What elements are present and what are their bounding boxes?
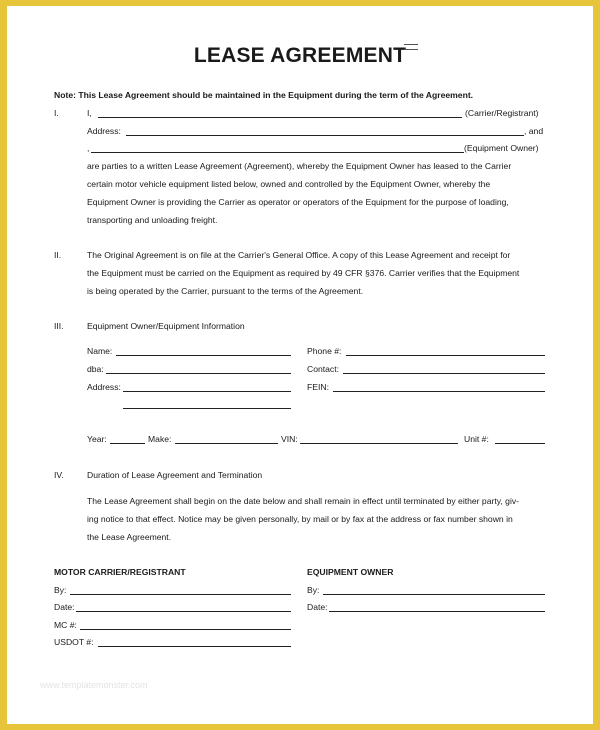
owner-signature-heading: EQUIPMENT OWNER (307, 567, 394, 577)
fein-label: FEIN: (307, 382, 329, 392)
and-label: , and (524, 126, 544, 136)
note-text: Note: This Lease Agreement should be maintained in the Equipment during the term of the Agreement. (54, 90, 474, 100)
owner-address-label: Address: (87, 382, 121, 392)
make-label: Make: (148, 434, 172, 444)
carrier-date-label: Date: (54, 602, 75, 612)
section-4-text: ing notice to that effect. Notice may be given personally, by mail or by fax at the address or fax number shown in (87, 514, 513, 524)
owner-by-label: By: (307, 585, 320, 595)
year-field[interactable] (110, 443, 145, 444)
section-3-heading: Equipment Owner/Equipment Information (87, 321, 245, 331)
carrier-name-field[interactable] (98, 117, 462, 118)
document-title: LEASE AGREEMENT (193, 44, 407, 67)
equipment-owner-label: (Equipment Owner) (464, 143, 539, 153)
fein-field[interactable] (333, 391, 545, 392)
section-1-text: transporting and unloading freight. (87, 215, 218, 225)
owner-name-label: Name: (87, 346, 113, 356)
section-4-text: The Lease Agreement shall begin on the date below and shall remain in effect until terminated by either party, giv- (87, 496, 520, 506)
section-1-text: certain motor vehicle equipment listed below, owned and controlled by the Equipment Owner, whereby the (87, 179, 491, 189)
section-1-text: are parties to a written Lease Agreement (Agreement), whereby the Equipment Owner has leased to the Carrier (87, 161, 512, 171)
carrier-prefix: I, (87, 108, 92, 118)
owner-date-field[interactable] (329, 611, 545, 612)
make-field[interactable] (175, 443, 278, 444)
section-2-text: the Equipment must be carried on the Equipment as required by 49 CFR §376. Carrier verifies that the Equipment (87, 268, 520, 278)
owner-prefix: , (87, 143, 90, 153)
section-4-number: IV. (54, 470, 64, 480)
carrier-signature-heading: MOTOR CARRIER/REGISTRANT (54, 567, 186, 577)
usdot-field[interactable] (98, 646, 291, 647)
section-3-number: III. (54, 321, 64, 331)
unit-field[interactable] (495, 443, 545, 444)
watermark: www.templatemonster.com (40, 680, 148, 690)
equipment-owner-field[interactable] (91, 152, 464, 153)
unit-label: Unit #: (464, 434, 489, 444)
section-4-heading: Duration of Lease Agreement and Termination (87, 470, 263, 480)
vin-field[interactable] (300, 443, 458, 444)
mc-field[interactable] (80, 629, 291, 630)
section-1-number: I. (54, 108, 59, 118)
section-1-text: Equipment Owner is providing the Carrier as operator or operators of the Equipment for the purpose of loading, (87, 197, 509, 207)
carrier-by-label: By: (54, 585, 67, 595)
section-4-text: the Lease Agreement. (87, 532, 172, 542)
phone-field[interactable] (346, 355, 545, 356)
usdot-label: USDOT #: (54, 637, 94, 647)
mc-label: MC #: (54, 620, 77, 630)
carrier-by-field[interactable] (70, 594, 291, 595)
owner-address-field[interactable] (123, 391, 291, 392)
contact-field[interactable] (343, 373, 545, 374)
vin-label: VIN: (281, 434, 298, 444)
phone-label: Phone #: (307, 346, 342, 356)
address-label: Address: (87, 126, 121, 136)
carrier-date-field[interactable] (76, 611, 291, 612)
section-2-text: is being operated by the Carrier, pursuant to the terms of the Agreement. (87, 286, 364, 296)
carrier-registrant-label: (Carrier/Registrant) (465, 108, 539, 118)
owner-date-label: Date: (307, 602, 328, 612)
dba-label: dba: (87, 364, 104, 374)
title-mark-icon (404, 44, 418, 50)
owner-name-field[interactable] (116, 355, 291, 356)
dba-field[interactable] (106, 373, 291, 374)
address-field[interactable] (126, 135, 524, 136)
owner-by-field[interactable] (323, 594, 545, 595)
section-2-number: II. (54, 250, 62, 260)
owner-address-line-2-field[interactable] (123, 408, 291, 409)
section-2-text: The Original Agreement is on file at the Carrier's General Office. A copy of this Lease Agreement and receipt for (87, 250, 511, 260)
year-label: Year: (87, 434, 107, 444)
contact-label: Contact: (307, 364, 340, 374)
